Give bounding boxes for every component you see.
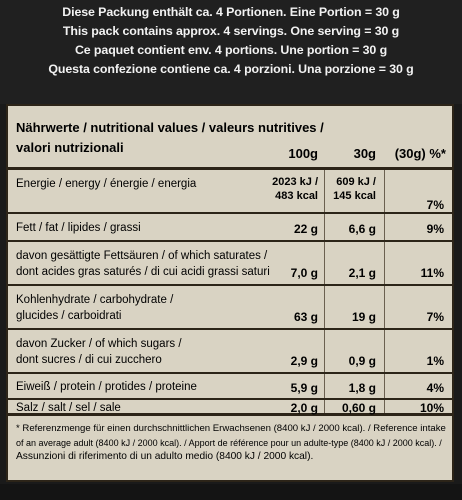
column-header-100g: 100g [288, 146, 318, 161]
value-100g: 22 g [293, 222, 318, 236]
value-30g: 0,9 g [348, 354, 376, 368]
row-label: Kohlenhydrate / carbohydrate / [16, 294, 174, 306]
footnote-line: of an average adult (8400 kJ / 2000 kcal). / Apport de référence pour un adulte-type (8400 kJ / 2000 kcal). / [16, 438, 442, 448]
table-row-sugars [8, 330, 452, 374]
package-edge [0, 484, 462, 500]
value-30g: 0,60 g [341, 401, 376, 415]
value-percent: 11% [420, 266, 444, 280]
value-percent: 7% [426, 198, 444, 212]
value-100g: 2023 kJ / [272, 176, 318, 188]
value-100g-kcal: 483 kcal [275, 190, 318, 202]
table-title-line1: Nährwerte / nutritional values / valeurs nutritives / [16, 120, 324, 135]
value-percent: 9% [426, 222, 444, 236]
footnote-line: * Referenzmenge für einen durchschnittlichen Erwachsenen (8400 kJ / 2000 kcal). / Reference intake [16, 423, 446, 434]
value-100g: 63 g [293, 310, 318, 324]
value-30g: 6,6 g [348, 222, 376, 236]
value-100g: 5,9 g [290, 381, 318, 395]
row-label: davon gesättigte Fettsäuren / of which saturates / [16, 250, 268, 262]
serving-info-header [0, 0, 462, 104]
table-header [8, 106, 452, 170]
value-30g: 2,1 g [348, 266, 376, 280]
value-percent: 7% [426, 310, 444, 324]
serving-info-de: Diese Packung enthält ca. 4 Portionen. Eine Portion = 30 g [62, 5, 400, 19]
value-percent: 4% [426, 381, 444, 395]
column-header-reference-percent: (30g) %* [394, 146, 446, 161]
value-percent: 10% [419, 401, 444, 415]
table-row-fat [8, 214, 452, 242]
table-row-carbohydrate [8, 286, 452, 330]
footnote-line: Assunzioni di riferimento di un adulto medio (8400 kJ / 2000 kcal). [16, 451, 314, 462]
row-label: davon Zucker / of which sugars / [16, 338, 182, 350]
serving-info-en: This pack contains approx. 4 servings. One serving = 30 g [62, 24, 400, 38]
value-30g: 609 kJ / [336, 176, 376, 188]
value-30g: 19 g [351, 310, 376, 324]
row-label: Salz / salt / sel / sale [16, 402, 121, 414]
serving-info-fr: Ce paquet contient env. 4 portions. Une portion = 30 g [74, 43, 388, 57]
row-label-line2: dont sucres / di cui zucchero [16, 354, 162, 366]
row-label: Energie / energy / énergie / energia [16, 178, 197, 190]
value-100g: 2,9 g [290, 354, 318, 368]
column-header-30g: 30g [353, 146, 376, 161]
table-row-protein [8, 374, 452, 400]
table-row-saturates [8, 242, 452, 286]
table-row-salt [8, 400, 452, 416]
reference-intake-footnote [16, 422, 448, 464]
nutrition-table [6, 104, 454, 482]
table-row-energy [8, 170, 452, 214]
row-label: Eiweiß / protein / protides / proteine [16, 381, 197, 393]
value-percent: 1% [426, 354, 444, 368]
row-label: Fett / fat / lipides / grassi [16, 222, 141, 234]
value-30g-kcal: 145 kcal [333, 190, 376, 202]
value-100g: 7,0 g [290, 266, 318, 280]
table-title-line2: valori nutrizionali [16, 140, 124, 155]
serving-info-it: Questa confezione contiene ca. 4 porzioni. Una porzione = 30 g [48, 62, 414, 76]
value-100g: 2,0 g [290, 401, 318, 415]
row-label-line2: glucides / carboidrati [16, 310, 122, 322]
row-label-line2: dont acides gras saturés / di cui acidi grassi saturi [16, 266, 270, 278]
value-30g: 1,8 g [348, 381, 376, 395]
